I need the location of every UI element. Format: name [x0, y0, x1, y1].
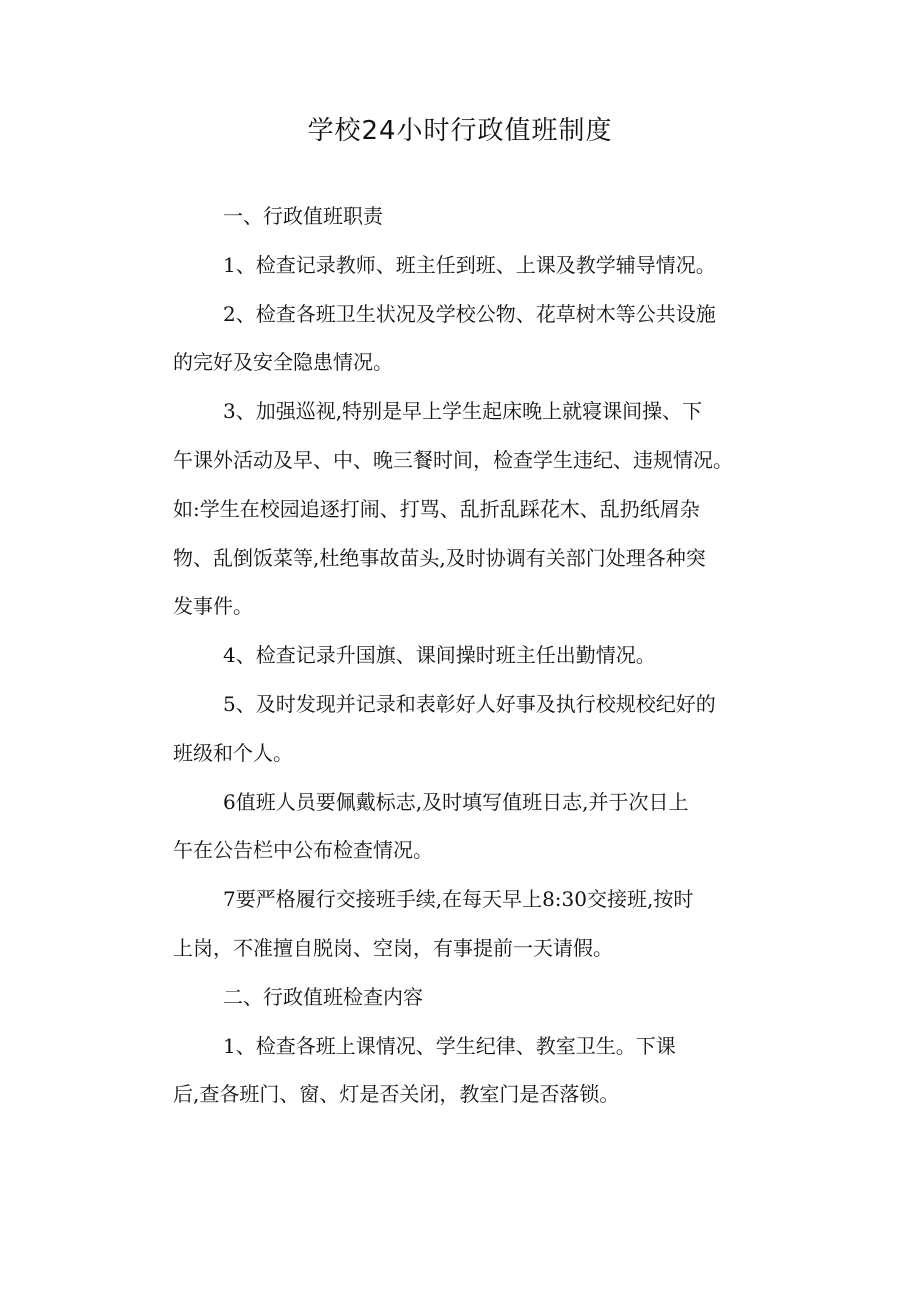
- paragraph-line: 物、乱倒饭菜等,杜绝事故苗头,及时协调有关部门处理各种突: [173, 545, 706, 570]
- paragraph-line: 5、及时发现并记录和表彰好人好事及执行校规校纪好的: [223, 691, 716, 716]
- paragraph-line: 上岗，不准擅自脱岗、空岗，有事提前一天请假。: [173, 935, 613, 960]
- paragraph-line: 1、检查记录教师、班主任到班、上课及教学辅导情况。: [223, 252, 716, 277]
- paragraph-line: 4、检查记录升国旗、课间操时班主任出勤情况。: [223, 643, 656, 668]
- paragraph-line: 午课外活动及早、中、晚三餐时间，检查学生违纪、违规情况。: [173, 447, 733, 472]
- paragraph-line: 3、加强巡视,特别是早上学生起床晚上就寝课间操、下: [223, 399, 703, 424]
- paragraph-line: 的完好及安全隐患情况。: [173, 350, 393, 375]
- paragraph-line: 2、检查各班卫生状况及学校公物、花草树木等公共设施: [223, 301, 716, 326]
- paragraph-line: 7要严格履行交接班手续,在每天早上8:30交接班,按时: [223, 887, 694, 912]
- section-heading-duties: 一、行政值班职责: [223, 204, 383, 228]
- document-body: [173, 192, 753, 1119]
- paragraph-line: 6值班人员要佩戴标志,及时填写值班日志,并于次日上: [223, 789, 689, 814]
- paragraph-line: 午在公告栏中公布检查情况。: [173, 838, 433, 863]
- document-title: 学校24小时行政值班制度: [307, 116, 613, 146]
- paragraph-line: 如:学生在校园追逐打闹、打骂、乱折乱踩花木、乱扔纸屑杂: [173, 496, 700, 521]
- paragraph-line: 发事件。: [173, 594, 253, 619]
- paragraph-line: 1、检查各班上课情况、学生纪律、教室卫生。下课: [223, 1033, 676, 1058]
- paragraph-line: 班级和个人。: [173, 740, 293, 765]
- section-heading-inspection: 二、行政值班检查内容: [223, 984, 423, 1009]
- paragraph-line: 后,查各班门、窗、灯是否关闭，教室门是否落锁。: [173, 1082, 620, 1107]
